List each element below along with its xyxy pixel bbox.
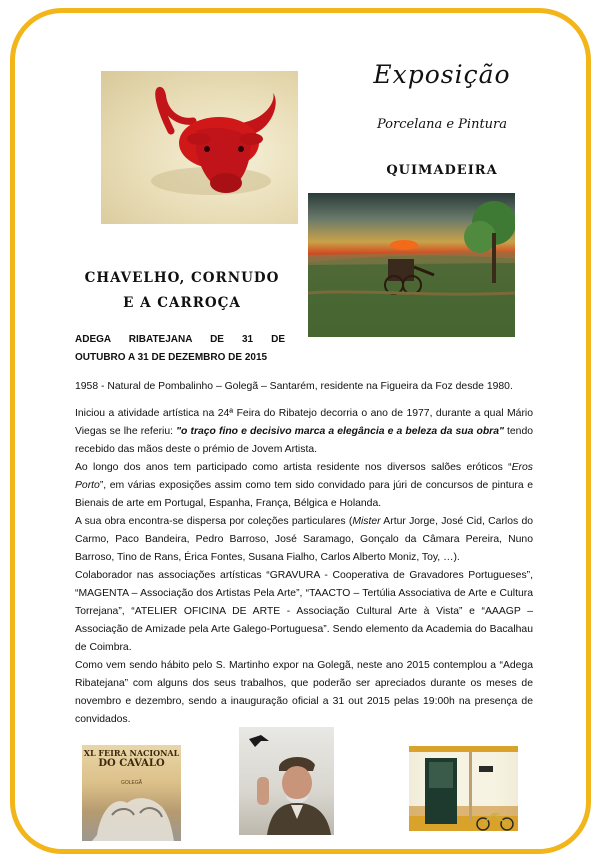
poster-town: GOLEGÃ [120, 780, 143, 786]
artist-portrait-photo [239, 727, 334, 835]
venue-line-1: ADEGA RIBATEJANA DE 31 DE [75, 334, 285, 345]
bull-sculpture-photo [101, 71, 298, 224]
bio-p3-text: Ao longo dos anos tem participado como artista residente nos diversos salões eróticos “ [75, 462, 512, 473]
horses-illustration [82, 745, 181, 841]
bio-paragraph-1: 1958 - Natural de Pombalinho – Golegã – Santarém, residente na Figueira da Foz desde 1980. [75, 381, 513, 392]
exhibition-title: Exposição [373, 60, 511, 89]
artist-name: QUIMADEIRA [386, 163, 498, 178]
bio-p3-em: Eros Porto [75, 462, 533, 491]
bio-paragraph-4 [75, 513, 533, 567]
bio-p2-quote: "o traço fino e decisivo marca a elegância e a beleza da sua obra" [176, 426, 504, 437]
exhibition-headline [72, 266, 292, 316]
bio-p2-text: Iniciou a atividade artística na 24ª Feira do Ribatejo decorria o ano de 1977, durante a qual Mário Viegas se lhe referiu: [75, 408, 533, 437]
venue-line-2: OUTUBRO A 31 DE DEZEMBRO DE 2015 [75, 352, 268, 363]
bio-paragraph-3 [75, 459, 533, 513]
bio-paragraph-6: Como vem sendo hábito pelo S. Martinho expor na Golegã, neste ano 2015 contemplou a “Adega Ribatejana” com alguns dos seus trabalhos, que poderão ser apreciados durante os meses de novembro e dezembro, sendo a inauguração oficial a 31 out 2015 pelas 19:00h na presença de convidados. [75, 660, 533, 725]
artist-portrait-illustration [239, 727, 334, 835]
bio-paragraph-5: Colaborador nas associações artísticas “GRAVURA - Cooperativa de Gravadores Portugueses”, “MAGENTA – Associação dos Artistas Pela Arte”, “TAACTO – Tertúlia Associativa de Arte e Cultura Torrejana”, “ATELIER OFICINA DE ARTE - Associação Cultural Arte à Vista” e “AAAGP – Associação de Amizade pela Arte Galego-Portuguesa”. Sendo elemento da Academia do Bacalhau de Coimbra. [75, 570, 533, 653]
venue-dates [75, 331, 285, 367]
bio-p4-text-end: Artur Jorge, José Cid, Carlos do Carmo, Paco Bandeira, Pedro Barroso, José Saramago, Gonçalo da Câmara Pereira, Nuno Barroso, Tino de Rans, Érica Fontes, Susana Fialho, Carlos Alberto Moniz, Toy, …). [75, 516, 534, 563]
adega-entrance-photo [409, 746, 518, 831]
bull-head-illustration [101, 71, 298, 224]
bird-icon [249, 735, 269, 747]
headline-line-1: CHAVELHO, CORNUDO [84, 270, 280, 286]
headline-line-2: E A CARROÇA [123, 295, 241, 311]
exhibition-subtitle: Porcelana e Pintura [376, 117, 508, 132]
poster-title-line-2: DO CAVALO [98, 758, 165, 769]
artist-biography [75, 378, 533, 729]
bio-p4-text: A sua obra encontra-se dispersa por coleções particulares ( [75, 516, 353, 527]
bio-p2-text-end: tendo recebido das mãos deste o prémio de Jovem Artista. [75, 426, 534, 455]
horse-fair-poster [82, 745, 181, 841]
poster-title-line-1: XL FEIRA NACIONAL [83, 748, 180, 758]
adega-entrance-illustration [409, 746, 518, 831]
painting-photo [308, 193, 515, 337]
bio-paragraph-2 [75, 405, 533, 459]
bio-p3-text-end: ”, em várias exposições assim como tem sido convidado para júri de concursos de pintura e Bienais de arte em Portugal, Espanha, França, Bélgica e Holanda. [75, 480, 533, 509]
sunset-cart-painting [308, 193, 515, 337]
bio-p4-em: Mister [352, 516, 381, 527]
